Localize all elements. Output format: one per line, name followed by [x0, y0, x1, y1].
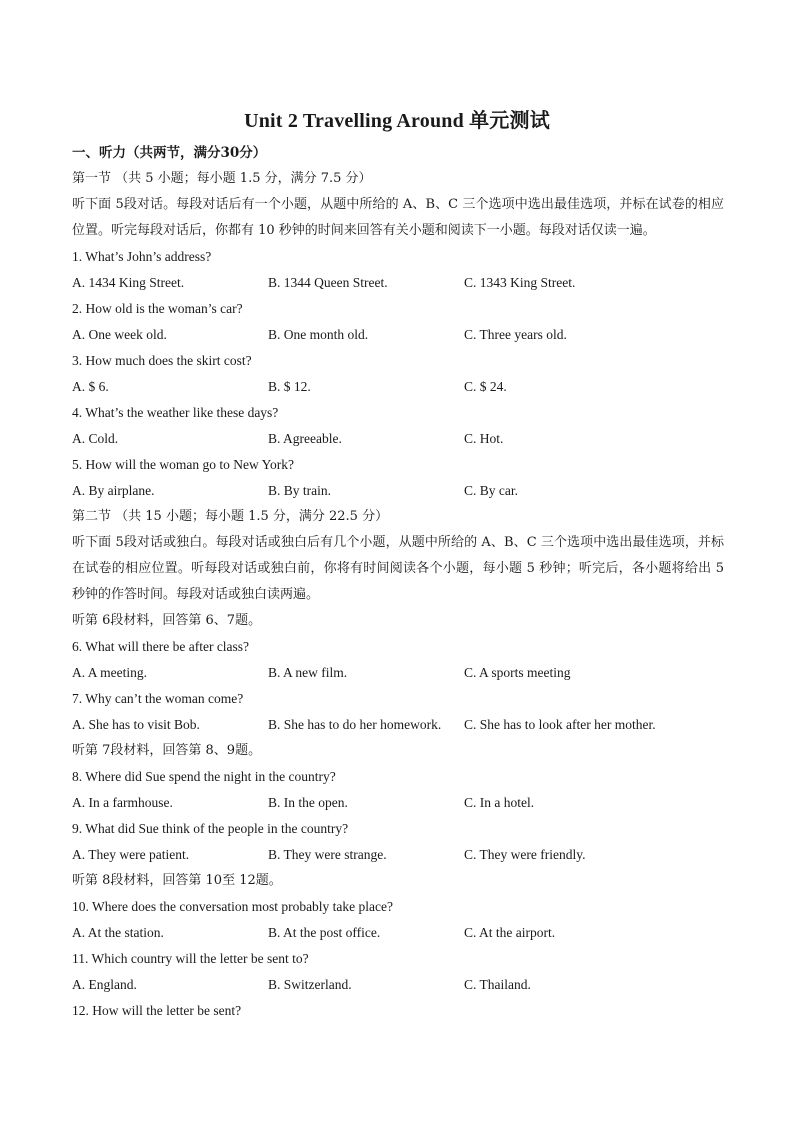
option-a: A. Cold. — [72, 431, 119, 446]
question-stem: 10. Where does the conversation most probably take place? — [72, 899, 394, 914]
page-title: Unit 2 Travelling Around 单元测试 — [244, 110, 550, 132]
answer-options — [72, 842, 724, 868]
option-a: A. $ 6. — [72, 379, 109, 394]
option-b: B. In the open. — [268, 795, 348, 810]
answer-options — [72, 374, 724, 400]
answer-options — [72, 712, 724, 738]
answer-options — [72, 920, 724, 946]
question-stem: 11. Which country will the letter be sent to? — [72, 951, 309, 966]
answer-options — [72, 270, 724, 296]
question-stem: 2. How old is the woman’s car? — [72, 301, 243, 316]
answer-options — [72, 426, 724, 452]
option-b: B. At the post office. — [268, 925, 381, 940]
section-heading: 第一节 （共 5 小题；每小题 1.5 分，满分 7.5 分） — [72, 171, 372, 186]
option-a: A. England. — [72, 977, 137, 992]
option-c: C. At the airport. — [464, 925, 556, 940]
question-stem: 1. What’s John’s address? — [72, 249, 212, 264]
option-c: C. Hot. — [464, 431, 504, 446]
question-stem: 3. How much does the skirt cost? — [72, 353, 252, 368]
option-b: B. By train. — [268, 483, 331, 498]
option-c: C. By car. — [464, 483, 518, 498]
option-c: C. 1343 King Street. — [464, 275, 576, 290]
option-c: C. A sports meeting — [464, 665, 571, 680]
material-instruction: 听第 6段材料，回答第 6、7题。 — [72, 613, 262, 628]
option-c: C. $ 24. — [464, 379, 507, 394]
option-a: A. One week old. — [72, 327, 167, 342]
option-c: C. They were friendly. — [464, 847, 586, 862]
option-b: B. They were strange. — [268, 847, 387, 862]
document-content — [72, 140, 724, 1024]
option-a: A. At the station. — [72, 925, 164, 940]
option-c: C. Thailand. — [464, 977, 531, 992]
question-stem: 6. What will there be after class? — [72, 639, 250, 654]
option-c: C. She has to look after her mother. — [464, 717, 656, 732]
section-instructions: 听下面 5段对话。每段对话后有一个小题，从题中所给的 A、B、C 三个选项中选出最佳选项，并标在试卷的相应位置。听完每段对话后，你都有 10 秒钟的时间来回答有关小题和阅读下一小题。每段对话仅读一遍。 — [72, 197, 724, 238]
option-a: A. In a farmhouse. — [72, 795, 173, 810]
answer-options — [72, 478, 724, 504]
answer-options — [72, 790, 724, 816]
section-instructions: 听下面 5段对话或独白。每段对话或独白后有几个小题，从题中所给的 A、B、C 三个选项中选出最佳选项，并标在试卷的相应位置。听每段对话或独白前，你将有时间阅读各个小题，每小题 5 秒钟；听完后，各小题将给出 5 秒钟的作答时间。每段对话或独白读两遍。 — [72, 535, 724, 602]
question-stem: 4. What’s the weather like these days? — [72, 405, 279, 420]
option-b: B. One month old. — [268, 327, 369, 342]
section-heading: 第二节 （共 15 小题；每小题 1.5 分，满分 22.5 分） — [72, 509, 389, 524]
option-b: B. Switzerland. — [268, 977, 352, 992]
option-b: B. Agreeable. — [268, 431, 342, 446]
material-instruction: 听第 8段材料，回答第 10至 12题。 — [72, 873, 282, 888]
option-a: A. A meeting. — [72, 665, 147, 680]
question-stem: 5. How will the woman go to New York? — [72, 457, 294, 472]
question-stem: 7. Why can’t the woman come? — [72, 691, 244, 706]
option-b: B. She has to do her homework. — [268, 717, 442, 732]
option-a: A. They were patient. — [72, 847, 190, 862]
question-stem: 8. Where did Sue spend the night in the country? — [72, 769, 336, 784]
question-stem: 12. How will the letter be sent? — [72, 1003, 242, 1018]
option-b: B. A new film. — [268, 665, 348, 680]
option-b: B. $ 12. — [268, 379, 311, 394]
answer-options — [72, 660, 724, 686]
answer-options — [72, 972, 724, 998]
option-c: C. In a hotel. — [464, 795, 535, 810]
option-c: C. Three years old. — [464, 327, 567, 342]
option-a: A. She has to visit Bob. — [72, 717, 200, 732]
option-b: B. 1344 Queen Street. — [268, 275, 388, 290]
option-a: A. By airplane. — [72, 483, 155, 498]
answer-options — [72, 322, 724, 348]
part-heading: 一、听力（共两节，满分30分） — [72, 145, 267, 161]
material-instruction: 听第 7段材料，回答第 8、9题。 — [72, 743, 262, 758]
option-a: A. 1434 King Street. — [72, 275, 185, 290]
question-stem: 9. What did Sue think of the people in the country? — [72, 821, 349, 836]
